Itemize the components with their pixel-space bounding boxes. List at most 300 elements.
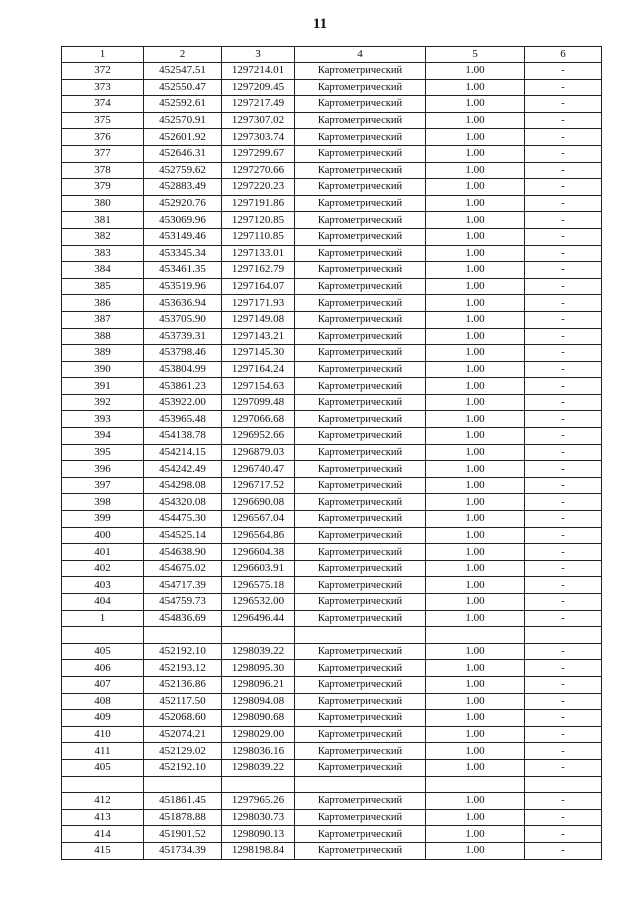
cell-point-number: 397 [62, 477, 144, 494]
cell-accuracy: 1.00 [426, 560, 525, 577]
cell-y: 1296690.08 [222, 494, 295, 511]
cell-point-number: 383 [62, 245, 144, 262]
cell-method: Картометрический [295, 660, 426, 677]
column-header-x: 2 [144, 47, 222, 63]
cell-description: - [525, 693, 602, 710]
cell-description: - [525, 411, 602, 428]
cell-method: Картометрический [295, 361, 426, 378]
cell-description: - [525, 428, 602, 445]
cell-point-number: 411 [62, 743, 144, 760]
cell-description: - [525, 311, 602, 328]
cell-method: Картометрический [295, 710, 426, 727]
cell-x: 452601.92 [144, 129, 222, 146]
cell-accuracy: 1.00 [426, 394, 525, 411]
cell-method: Картометрический [295, 793, 426, 810]
cell-description: - [525, 145, 602, 162]
table-row [62, 477, 602, 494]
cell-accuracy: 1.00 [426, 63, 525, 80]
cell-accuracy: 1.00 [426, 743, 525, 760]
cell-x: 451878.88 [144, 809, 222, 826]
cell-x [144, 776, 222, 793]
cell-point-number: 392 [62, 394, 144, 411]
cell-description: - [525, 295, 602, 312]
cell-y: 1296717.52 [222, 477, 295, 494]
cell-accuracy: 1.00 [426, 793, 525, 810]
table-row [62, 278, 602, 295]
cell-description: - [525, 79, 602, 96]
cell-x: 454242.49 [144, 461, 222, 478]
cell-y: 1297154.63 [222, 378, 295, 395]
table-row [62, 129, 602, 146]
cell-x: 451901.52 [144, 826, 222, 843]
header-row [62, 47, 602, 63]
cell-description: - [525, 228, 602, 245]
cell-point-number: 410 [62, 726, 144, 743]
cell-description: - [525, 195, 602, 212]
cell-x: 452068.60 [144, 710, 222, 727]
cell-accuracy: 1.00 [426, 145, 525, 162]
cell-y: 1298090.68 [222, 710, 295, 727]
cell-method: Картометрический [295, 743, 426, 760]
cell-accuracy: 1.00 [426, 809, 525, 826]
table-row [62, 444, 602, 461]
cell-x: 454214.15 [144, 444, 222, 461]
cell-description: - [525, 643, 602, 660]
cell-y: 1298096.21 [222, 676, 295, 693]
table-row [62, 212, 602, 229]
cell-point-number: 385 [62, 278, 144, 295]
cell-y: 1297191.86 [222, 195, 295, 212]
cell-y: 1298095.30 [222, 660, 295, 677]
cell-y: 1296603.91 [222, 560, 295, 577]
cell-method: Картометрический [295, 428, 426, 445]
table-row [62, 527, 602, 544]
cell-method: Картометрический [295, 228, 426, 245]
cell-method: Картометрический [295, 345, 426, 362]
cell-point-number: 394 [62, 428, 144, 445]
cell-x: 453345.34 [144, 245, 222, 262]
cell-point-number: 403 [62, 577, 144, 594]
cell-method: Картометрический [295, 693, 426, 710]
cell-method: Картометрический [295, 328, 426, 345]
cell-description: - [525, 112, 602, 129]
cell-x: 452136.86 [144, 676, 222, 693]
cell-accuracy: 1.00 [426, 361, 525, 378]
table-row [62, 776, 602, 793]
cell-x: 453739.31 [144, 328, 222, 345]
cell-y: 1297307.02 [222, 112, 295, 129]
cell-description: - [525, 676, 602, 693]
cell-point-number: 378 [62, 162, 144, 179]
cell-method: Картометрический [295, 262, 426, 279]
cell-description: - [525, 63, 602, 80]
cell-point-number: 372 [62, 63, 144, 80]
cell-y: 1298039.22 [222, 643, 295, 660]
cell-x: 454298.08 [144, 477, 222, 494]
table-row [62, 627, 602, 644]
cell-x: 452192.10 [144, 643, 222, 660]
table-row [62, 693, 602, 710]
cell-description: - [525, 759, 602, 776]
cell-point-number: 375 [62, 112, 144, 129]
cell-description: - [525, 96, 602, 113]
cell-x: 452920.76 [144, 195, 222, 212]
cell-point-number: 409 [62, 710, 144, 727]
cell-point-number: 404 [62, 594, 144, 611]
table-row [62, 295, 602, 312]
cell-accuracy: 1.00 [426, 345, 525, 362]
cell-method: Картометрический [295, 759, 426, 776]
cell-point-number: 405 [62, 643, 144, 660]
cell-description [525, 776, 602, 793]
cell-description: - [525, 842, 602, 859]
cell-method: Картометрический [295, 577, 426, 594]
cell-description: - [525, 278, 602, 295]
cell-y: 1296879.03 [222, 444, 295, 461]
cell-point-number: 391 [62, 378, 144, 395]
table-row [62, 594, 602, 611]
cell-accuracy: 1.00 [426, 378, 525, 395]
cell-accuracy [426, 776, 525, 793]
cell-y [222, 776, 295, 793]
cell-method: Картометрический [295, 461, 426, 478]
cell-description: - [525, 328, 602, 345]
cell-x: 452193.12 [144, 660, 222, 677]
cell-y: 1297099.48 [222, 394, 295, 411]
cell-point-number: 393 [62, 411, 144, 428]
cell-y: 1297209.45 [222, 79, 295, 96]
cell-point-number: 387 [62, 311, 144, 328]
cell-x: 452192.10 [144, 759, 222, 776]
table-row [62, 494, 602, 511]
cell-y: 1298090.13 [222, 826, 295, 843]
table-row [62, 610, 602, 627]
cell-method: Картометрический [295, 378, 426, 395]
cell-method: Картометрический [295, 112, 426, 129]
cell-point-number: 398 [62, 494, 144, 511]
cell-x: 452759.62 [144, 162, 222, 179]
cell-description: - [525, 809, 602, 826]
cell-description: - [525, 726, 602, 743]
table-row [62, 311, 602, 328]
cell-description: - [525, 444, 602, 461]
cell-y: 1297217.49 [222, 96, 295, 113]
cell-description: - [525, 394, 602, 411]
cell-description: - [525, 560, 602, 577]
cell-method: Картометрический [295, 494, 426, 511]
cell-description: - [525, 162, 602, 179]
cell-description: - [525, 610, 602, 627]
cell-accuracy [426, 627, 525, 644]
cell-y: 1296740.47 [222, 461, 295, 478]
cell-method: Картометрический [295, 295, 426, 312]
cell-accuracy: 1.00 [426, 643, 525, 660]
cell-x: 453519.96 [144, 278, 222, 295]
cell-x: 452592.61 [144, 96, 222, 113]
cell-method: Картометрический [295, 195, 426, 212]
table-row [62, 262, 602, 279]
cell-accuracy: 1.00 [426, 710, 525, 727]
cell-description: - [525, 129, 602, 146]
cell-description: - [525, 594, 602, 611]
cell-y: 1298036.16 [222, 743, 295, 760]
cell-description: - [525, 494, 602, 511]
table-row [62, 560, 602, 577]
cell-accuracy: 1.00 [426, 195, 525, 212]
cell-y: 1298039.22 [222, 759, 295, 776]
cell-point-number: 413 [62, 809, 144, 826]
cell-method: Картометрический [295, 594, 426, 611]
cell-x: 454675.02 [144, 560, 222, 577]
cell-accuracy: 1.00 [426, 96, 525, 113]
cell-accuracy: 1.00 [426, 228, 525, 245]
table-row [62, 710, 602, 727]
table-row [62, 759, 602, 776]
cell-accuracy: 1.00 [426, 676, 525, 693]
cell-x: 452547.51 [144, 63, 222, 80]
cell-method: Картометрический [295, 610, 426, 627]
cell-point-number [62, 627, 144, 644]
cell-method: Картометрический [295, 444, 426, 461]
cell-x: 454717.39 [144, 577, 222, 594]
cell-description: - [525, 212, 602, 229]
cell-accuracy: 1.00 [426, 660, 525, 677]
cell-point-number: 373 [62, 79, 144, 96]
cell-description: - [525, 577, 602, 594]
cell-point-number: 374 [62, 96, 144, 113]
table-row [62, 577, 602, 594]
table-row [62, 328, 602, 345]
cell-description: - [525, 527, 602, 544]
cell-y: 1298198.84 [222, 842, 295, 859]
cell-y: 1296532.00 [222, 594, 295, 611]
cell-point-number: 415 [62, 842, 144, 859]
cell-point-number: 384 [62, 262, 144, 279]
cell-method: Картометрический [295, 842, 426, 859]
cell-accuracy: 1.00 [426, 577, 525, 594]
table-row [62, 826, 602, 843]
cell-x: 453861.23 [144, 378, 222, 395]
table-row [62, 361, 602, 378]
cell-accuracy: 1.00 [426, 842, 525, 859]
cell-y: 1297299.67 [222, 145, 295, 162]
cell-point-number: 396 [62, 461, 144, 478]
cell-method: Картометрический [295, 63, 426, 80]
table-row [62, 112, 602, 129]
cell-y: 1297171.93 [222, 295, 295, 312]
cell-point-number: 1 [62, 610, 144, 627]
cell-point-number: 377 [62, 145, 144, 162]
cell-method: Картометрический [295, 560, 426, 577]
table-row [62, 195, 602, 212]
cell-method: Картометрический [295, 676, 426, 693]
cell-method: Картометрический [295, 162, 426, 179]
cell-point-number: 406 [62, 660, 144, 677]
table-row [62, 461, 602, 478]
table-row [62, 676, 602, 693]
table-row [62, 245, 602, 262]
table-row [62, 345, 602, 362]
cell-method: Картометрический [295, 96, 426, 113]
cell-y: 1297149.08 [222, 311, 295, 328]
cell-accuracy: 1.00 [426, 511, 525, 528]
cell-accuracy: 1.00 [426, 129, 525, 146]
cell-x: 454320.08 [144, 494, 222, 511]
cell-point-number: 412 [62, 793, 144, 810]
cell-y: 1297270.66 [222, 162, 295, 179]
table-row [62, 411, 602, 428]
cell-accuracy: 1.00 [426, 311, 525, 328]
cell-method: Картометрический [295, 511, 426, 528]
cell-x: 454475.30 [144, 511, 222, 528]
column-header-accuracy: 5 [426, 47, 525, 63]
cell-method: Картометрический [295, 826, 426, 843]
cell-y: 1297303.74 [222, 129, 295, 146]
cell-point-number: 386 [62, 295, 144, 312]
cell-point-number: 401 [62, 544, 144, 561]
cell-description: - [525, 345, 602, 362]
table-row [62, 428, 602, 445]
cell-accuracy: 1.00 [426, 759, 525, 776]
cell-x: 453461.35 [144, 262, 222, 279]
cell-method: Картометрический [295, 212, 426, 229]
cell-y: 1297133.01 [222, 245, 295, 262]
cell-accuracy: 1.00 [426, 212, 525, 229]
cell-method: Картометрический [295, 145, 426, 162]
cell-y: 1296496.44 [222, 610, 295, 627]
cell-description: - [525, 511, 602, 528]
cell-x: 454138.78 [144, 428, 222, 445]
cell-y: 1297965.26 [222, 793, 295, 810]
cell-description: - [525, 793, 602, 810]
cell-description: - [525, 378, 602, 395]
table-row [62, 228, 602, 245]
cell-y [222, 627, 295, 644]
cell-accuracy: 1.00 [426, 477, 525, 494]
cell-accuracy: 1.00 [426, 826, 525, 843]
cell-y: 1296952.66 [222, 428, 295, 445]
cell-point-number: 407 [62, 676, 144, 693]
cell-description: - [525, 361, 602, 378]
cell-method [295, 776, 426, 793]
cell-accuracy: 1.00 [426, 693, 525, 710]
cell-point-number: 405 [62, 759, 144, 776]
column-header-description: 6 [525, 47, 602, 63]
cell-method: Картометрический [295, 278, 426, 295]
cell-x: 453798.46 [144, 345, 222, 362]
cell-accuracy: 1.00 [426, 461, 525, 478]
cell-accuracy: 1.00 [426, 494, 525, 511]
cell-point-number: 408 [62, 693, 144, 710]
table-row [62, 842, 602, 859]
cell-x: 452570.91 [144, 112, 222, 129]
cell-x: 452646.31 [144, 145, 222, 162]
cell-x: 454638.90 [144, 544, 222, 561]
table-row [62, 145, 602, 162]
cell-method: Картометрический [295, 79, 426, 96]
cell-description: - [525, 826, 602, 843]
cell-x: 454525.14 [144, 527, 222, 544]
cell-x: 454759.73 [144, 594, 222, 611]
cell-accuracy: 1.00 [426, 328, 525, 345]
table-row [62, 394, 602, 411]
table-row [62, 743, 602, 760]
cell-accuracy: 1.00 [426, 610, 525, 627]
cell-x [144, 627, 222, 644]
cell-y: 1298094.08 [222, 693, 295, 710]
table-row [62, 643, 602, 660]
cell-y: 1297164.07 [222, 278, 295, 295]
cell-method: Картометрический [295, 394, 426, 411]
column-header-point-number: 1 [62, 47, 144, 63]
cell-point-number: 382 [62, 228, 144, 245]
table-row [62, 96, 602, 113]
cell-x: 452883.49 [144, 179, 222, 196]
cell-accuracy: 1.00 [426, 428, 525, 445]
cell-description: - [525, 262, 602, 279]
cell-point-number: 399 [62, 511, 144, 528]
cell-y: 1296564.86 [222, 527, 295, 544]
cell-point-number: 381 [62, 212, 144, 229]
table-row [62, 726, 602, 743]
cell-description: - [525, 461, 602, 478]
cell-y: 1296567.04 [222, 511, 295, 528]
cell-accuracy: 1.00 [426, 245, 525, 262]
cell-y: 1297145.30 [222, 345, 295, 362]
cell-method: Картометрический [295, 477, 426, 494]
table-row [62, 63, 602, 80]
cell-description: - [525, 743, 602, 760]
cell-description: - [525, 710, 602, 727]
cell-x: 454836.69 [144, 610, 222, 627]
table-row [62, 809, 602, 826]
cell-y: 1297162.79 [222, 262, 295, 279]
cell-x: 453149.46 [144, 228, 222, 245]
cell-method: Картометрический [295, 809, 426, 826]
cell-method: Картометрический [295, 411, 426, 428]
cell-x: 452129.02 [144, 743, 222, 760]
cell-description: - [525, 544, 602, 561]
cell-accuracy: 1.00 [426, 594, 525, 611]
cell-y: 1296575.18 [222, 577, 295, 594]
table-row [62, 378, 602, 395]
cell-y: 1297110.85 [222, 228, 295, 245]
cell-y: 1298029.00 [222, 726, 295, 743]
cell-method: Картометрический [295, 311, 426, 328]
table-row [62, 793, 602, 810]
cell-point-number: 380 [62, 195, 144, 212]
cell-accuracy: 1.00 [426, 444, 525, 461]
cell-description: - [525, 179, 602, 196]
cell-x: 451861.45 [144, 793, 222, 810]
cell-method: Картометрический [295, 726, 426, 743]
cell-point-number: 376 [62, 129, 144, 146]
cell-x: 452550.47 [144, 79, 222, 96]
table-row [62, 179, 602, 196]
cell-x: 452074.21 [144, 726, 222, 743]
cell-x: 453705.90 [144, 311, 222, 328]
cell-point-number: 388 [62, 328, 144, 345]
cell-point-number: 402 [62, 560, 144, 577]
cell-point-number: 414 [62, 826, 144, 843]
coordinates-table [61, 46, 602, 860]
cell-y: 1297143.21 [222, 328, 295, 345]
cell-method: Картометрический [295, 643, 426, 660]
table-row [62, 544, 602, 561]
cell-accuracy: 1.00 [426, 262, 525, 279]
cell-method: Картометрический [295, 245, 426, 262]
table-row [62, 79, 602, 96]
